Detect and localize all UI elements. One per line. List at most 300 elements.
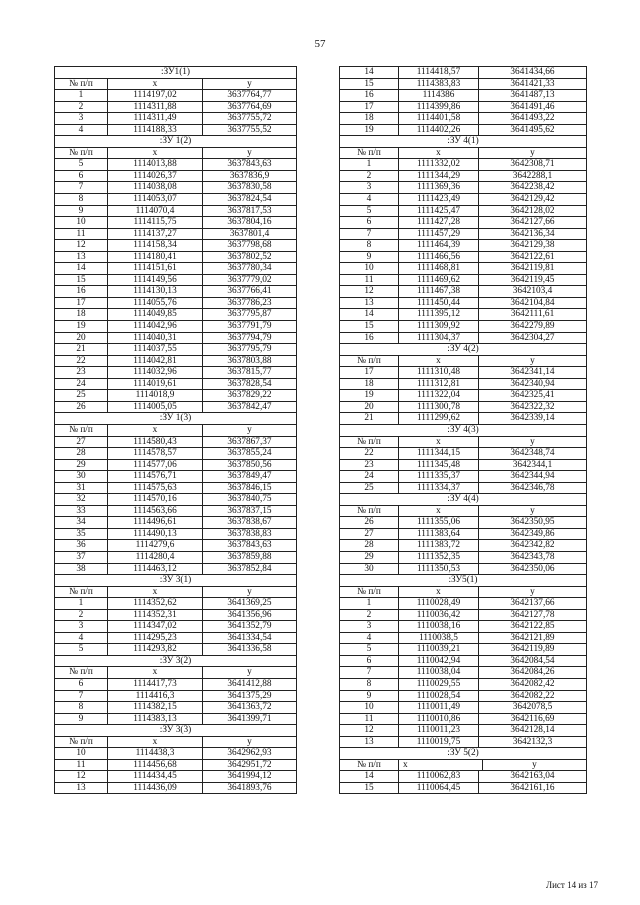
section-header — [55, 67, 296, 79]
table-row — [340, 217, 586, 229]
point-number-cell: 35 — [55, 529, 108, 540]
y-coordinate-cell: 3637815,77 — [227, 367, 272, 378]
y-coordinate-cell: 3642342,82 — [510, 540, 555, 551]
point-number-cell: 11 — [55, 760, 108, 771]
y-coordinate-cell: 3642340,94 — [510, 378, 555, 389]
section-label: :ЗУ 3(2) — [159, 655, 192, 666]
x-coordinate-cell: 1114434,45 — [108, 771, 203, 782]
x-coordinate-cell: x — [399, 587, 479, 598]
y-coordinate-cell: 3642122,85 — [510, 621, 555, 632]
x-coordinate-cell: x — [108, 425, 203, 436]
point-number-cell: 22 — [55, 356, 108, 367]
y-coordinate-cell: 3637838,67 — [227, 517, 272, 528]
y-coordinate-cell: 3637764,69 — [227, 101, 272, 112]
table-row — [340, 483, 586, 495]
column-header-row — [55, 425, 296, 437]
x-coordinate-cell: 1114347,02 — [108, 621, 203, 632]
x-coordinate-cell: 1114197,02 — [108, 90, 203, 101]
section-label: :ЗУ 4(1) — [447, 136, 479, 147]
table-row — [55, 506, 296, 518]
x-coordinate-cell: 1114383,83 — [399, 79, 479, 90]
table-row — [55, 702, 296, 714]
y-coordinate-cell: 3642082,42 — [510, 678, 555, 689]
y-coordinate-cell: 3642084,26 — [510, 667, 555, 678]
table-row — [340, 460, 586, 472]
x-coordinate-cell: 1114496,61 — [108, 517, 203, 528]
x-coordinate-cell: x — [108, 737, 203, 748]
x-coordinate-cell: 1114018,9 — [108, 390, 203, 401]
point-number-cell: 17 — [55, 298, 108, 309]
x-coordinate-cell: 1111427,28 — [399, 217, 479, 228]
y-coordinate-cell: 3642348,74 — [510, 448, 555, 459]
point-number-cell: 33 — [55, 506, 108, 517]
x-coordinate-cell: 1114463,12 — [108, 564, 203, 575]
table-row — [55, 171, 296, 183]
point-number-cell: 6 — [55, 679, 108, 690]
table-row — [55, 460, 296, 472]
x-coordinate-cell: x — [399, 148, 479, 159]
point-number-cell: 7 — [340, 667, 399, 678]
y-coordinate-cell: 3641363,72 — [227, 702, 272, 713]
y-coordinate-cell: 3642136,34 — [510, 228, 555, 239]
y-coordinate-cell: 3641434,66 — [510, 67, 555, 77]
section-header — [340, 344, 586, 356]
table-row — [340, 263, 586, 275]
x-coordinate-cell: 1111450,44 — [399, 298, 479, 309]
point-number-cell: 14 — [340, 771, 399, 782]
table-row — [340, 552, 586, 564]
x-coordinate-cell: 1114401,58 — [399, 113, 479, 124]
y-coordinate-cell: 3641356,96 — [227, 609, 272, 620]
y-coordinate-cell: y — [530, 586, 535, 597]
table-row — [340, 229, 586, 241]
x-coordinate-cell: 1110036,42 — [399, 610, 479, 621]
y-coordinate-cell: 3642343,78 — [510, 551, 555, 562]
point-number-cell: 13 — [55, 252, 108, 263]
table-row — [340, 691, 586, 703]
point-number-cell: № п/п — [55, 79, 108, 90]
table-row — [340, 275, 586, 287]
point-number-cell: 36 — [55, 540, 108, 551]
x-coordinate-cell: 1111425,47 — [399, 206, 479, 217]
y-coordinate-cell: y — [247, 78, 252, 89]
point-number-cell: 21 — [55, 344, 108, 355]
x-coordinate-cell: 1110038,16 — [399, 621, 479, 632]
table-row — [55, 217, 296, 229]
point-number-cell: 29 — [55, 460, 108, 471]
y-coordinate-cell: 3637837,15 — [227, 505, 272, 516]
section-header — [55, 575, 296, 587]
point-number-cell: 8 — [55, 194, 108, 205]
point-number-cell: № п/п — [340, 437, 399, 448]
x-coordinate-cell: 1114399,86 — [399, 102, 479, 113]
y-coordinate-cell: 3642962,93 — [227, 748, 272, 759]
table-row — [55, 356, 296, 368]
table-row — [55, 113, 296, 125]
table-row — [340, 633, 586, 645]
x-coordinate-cell: 1111334,37 — [399, 483, 479, 494]
y-coordinate-cell: 3637795,87 — [227, 309, 272, 320]
table-row — [55, 309, 296, 321]
y-coordinate-cell: 3642116,69 — [510, 713, 555, 724]
x-coordinate-cell: 1114137,27 — [108, 229, 203, 240]
table-row — [340, 667, 586, 679]
y-coordinate-cell: 3637846,15 — [227, 482, 272, 493]
table-row — [340, 333, 586, 345]
y-coordinate-cell: 3637850,56 — [227, 459, 272, 470]
x-coordinate-cell: 1114563,66 — [108, 506, 203, 517]
table-row — [55, 90, 296, 102]
table-row — [55, 240, 296, 252]
table-row — [55, 552, 296, 564]
y-coordinate-cell: 3641493,22 — [510, 113, 555, 124]
point-number-cell: 27 — [55, 437, 108, 448]
y-coordinate-cell: 3637843,63 — [227, 159, 272, 170]
table-row — [55, 229, 296, 241]
table-row — [340, 725, 586, 737]
x-coordinate-cell: x — [399, 356, 479, 367]
x-coordinate-cell: 1111423,49 — [399, 194, 479, 205]
point-number-cell: 16 — [340, 333, 399, 344]
x-coordinate-cell: 1114490,13 — [108, 529, 203, 540]
table-row — [340, 298, 586, 310]
y-coordinate-cell: 3642350,95 — [510, 517, 555, 528]
point-number-cell: 29 — [340, 552, 399, 563]
table-row — [340, 610, 586, 622]
table-row — [55, 367, 296, 379]
x-coordinate-cell: 1114386 — [399, 90, 479, 101]
x-coordinate-cell: 1111369,36 — [399, 182, 479, 193]
x-coordinate-cell: x — [399, 760, 483, 771]
y-coordinate-cell: 3637855,24 — [227, 448, 272, 459]
table-row — [340, 737, 586, 749]
y-coordinate-cell: 3642137,66 — [510, 598, 555, 609]
page-number: 57 — [314, 38, 326, 50]
point-number-cell: 6 — [55, 171, 108, 182]
point-number-cell: 15 — [55, 275, 108, 286]
point-number-cell: 13 — [55, 783, 108, 794]
table-row — [55, 379, 296, 391]
point-number-cell: 28 — [340, 540, 399, 551]
y-coordinate-cell: 3642121,89 — [510, 632, 555, 643]
point-number-cell: 10 — [55, 748, 108, 759]
x-coordinate-cell: 1111383,72 — [399, 540, 479, 551]
column-header-row — [340, 760, 586, 772]
x-coordinate-cell: 1114053,07 — [108, 194, 203, 205]
y-coordinate-cell: 3641412,88 — [227, 678, 272, 689]
x-coordinate-cell: 1114040,31 — [108, 333, 203, 344]
y-coordinate-cell: 3641336,58 — [227, 644, 272, 655]
y-coordinate-cell: 3642322,32 — [510, 401, 555, 412]
point-number-cell: 2 — [340, 610, 399, 621]
point-number-cell: № п/п — [55, 425, 108, 436]
section-label: :ЗУ5(1) — [448, 575, 478, 586]
x-coordinate-cell: 1111395,12 — [399, 309, 479, 320]
y-coordinate-cell: 3637804,16 — [227, 217, 272, 228]
table-row — [55, 390, 296, 402]
x-coordinate-cell: 1114042,81 — [108, 356, 203, 367]
x-coordinate-cell: 1114352,62 — [108, 598, 203, 609]
point-number-cell: 12 — [340, 725, 399, 736]
point-number-cell: № п/п — [340, 760, 399, 771]
table-row — [340, 194, 586, 206]
y-coordinate-cell: 3637795,79 — [227, 344, 272, 355]
y-coordinate-cell: 3637859,88 — [227, 551, 272, 562]
x-coordinate-cell: 1114019,61 — [108, 379, 203, 390]
y-coordinate-cell: 3641491,46 — [510, 101, 555, 112]
y-coordinate-cell: 3641421,33 — [510, 78, 555, 89]
x-coordinate-cell: 1114032,96 — [108, 367, 203, 378]
x-coordinate-cell: 1111304,37 — [399, 333, 479, 344]
x-coordinate-cell: 1114280,4 — [108, 552, 203, 563]
point-number-cell: 13 — [340, 737, 399, 748]
x-coordinate-cell: 1114149,56 — [108, 275, 203, 286]
column-header-row — [55, 148, 296, 160]
table-row — [55, 644, 296, 656]
point-number-cell: 24 — [340, 471, 399, 482]
x-coordinate-cell: 1110029,55 — [399, 679, 479, 690]
y-coordinate-cell: 3642344,1 — [512, 459, 553, 470]
table-row — [340, 240, 586, 252]
x-coordinate-cell: 1111383,64 — [399, 529, 479, 540]
point-number-cell: 2 — [340, 171, 399, 182]
y-coordinate-cell: y — [530, 355, 535, 366]
x-coordinate-cell: 1111355,06 — [399, 517, 479, 528]
y-coordinate-cell: 3637836,9 — [229, 170, 270, 181]
table-row — [55, 344, 296, 356]
point-number-cell: 7 — [340, 229, 399, 240]
x-coordinate-cell: 1114005,05 — [108, 402, 203, 413]
point-number-cell: 9 — [340, 252, 399, 263]
table-row — [340, 113, 586, 125]
y-coordinate-cell: 3637794,79 — [227, 332, 272, 343]
table-row — [340, 679, 586, 691]
point-number-cell: 7 — [55, 691, 108, 702]
x-coordinate-cell: 1114049,85 — [108, 309, 203, 320]
table-row — [55, 286, 296, 298]
point-number-cell: № п/п — [340, 148, 399, 159]
x-coordinate-cell: 1114295,23 — [108, 633, 203, 644]
table-row — [55, 598, 296, 610]
x-coordinate-cell: 1114158,34 — [108, 240, 203, 251]
table-row — [55, 494, 296, 506]
table-row — [55, 252, 296, 264]
point-number-cell: 5 — [340, 644, 399, 655]
point-number-cell: 24 — [55, 379, 108, 390]
table-row — [340, 402, 586, 414]
y-coordinate-cell: 3637801,4 — [229, 228, 270, 239]
x-coordinate-cell: 1110019,75 — [399, 737, 479, 748]
y-coordinate-cell: 3637830,58 — [227, 182, 272, 193]
x-coordinate-cell: 1110028,49 — [399, 598, 479, 609]
point-number-cell: 18 — [340, 379, 399, 390]
point-number-cell: 16 — [55, 286, 108, 297]
point-number-cell: 5 — [55, 644, 108, 655]
x-coordinate-cell: 1114151,61 — [108, 263, 203, 274]
table-row — [55, 529, 296, 541]
table-row — [55, 714, 296, 726]
table-row — [340, 517, 586, 529]
x-coordinate-cell: 1114578,57 — [108, 448, 203, 459]
point-number-cell: 11 — [340, 275, 399, 286]
table-row — [340, 529, 586, 541]
x-coordinate-cell: 1110064,45 — [399, 783, 479, 794]
x-coordinate-cell: x — [399, 437, 479, 448]
point-number-cell: 18 — [55, 309, 108, 320]
table-row — [340, 540, 586, 552]
table-row — [55, 333, 296, 345]
point-number-cell: 28 — [55, 448, 108, 459]
point-number-cell: 20 — [340, 402, 399, 413]
y-coordinate-cell: 3641399,71 — [227, 713, 272, 724]
table-row — [55, 679, 296, 691]
x-coordinate-cell: 1110010,86 — [399, 714, 479, 725]
point-number-cell: 19 — [340, 390, 399, 401]
table-row — [340, 309, 586, 321]
point-number-cell: 2 — [55, 610, 108, 621]
point-number-cell: 3 — [55, 113, 108, 124]
point-number-cell: 14 — [340, 309, 399, 320]
table-row — [340, 379, 586, 391]
y-coordinate-cell: 3641375,29 — [227, 690, 272, 701]
x-coordinate-cell: 1114115,75 — [108, 217, 203, 228]
point-number-cell: 23 — [55, 367, 108, 378]
x-coordinate-cell: 1114417,73 — [108, 679, 203, 690]
x-coordinate-cell: 1114070,4 — [108, 206, 203, 217]
x-coordinate-cell: 1114382,15 — [108, 702, 203, 713]
table-row — [55, 621, 296, 633]
x-coordinate-cell: 1111469,62 — [399, 275, 479, 286]
x-coordinate-cell: 1114436,09 — [108, 783, 203, 794]
coordinates-table-right — [339, 66, 587, 794]
table-row — [340, 125, 586, 137]
y-coordinate-cell: y — [247, 667, 252, 678]
section-header — [340, 575, 586, 587]
x-coordinate-cell: 1110038,04 — [399, 667, 479, 678]
section-label: :ЗУ 4(4) — [447, 494, 479, 505]
table-row — [55, 517, 296, 529]
point-number-cell: 14 — [340, 67, 399, 78]
x-coordinate-cell: 1111457,29 — [399, 229, 479, 240]
y-coordinate-cell: 3637829,22 — [227, 390, 272, 401]
x-coordinate-cell: x — [108, 667, 203, 678]
x-coordinate-cell: x — [108, 148, 203, 159]
column-header-row — [340, 437, 586, 449]
point-number-cell: 8 — [340, 240, 399, 251]
point-number-cell: 3 — [340, 621, 399, 632]
x-coordinate-cell: 1114352,31 — [108, 610, 203, 621]
y-coordinate-cell: 3637755,72 — [227, 113, 272, 124]
y-coordinate-cell: y — [247, 586, 252, 597]
column-header-row — [55, 737, 296, 749]
y-coordinate-cell: 3642308,71 — [510, 159, 555, 170]
x-coordinate-cell: 1114570,16 — [108, 494, 203, 505]
point-number-cell: 21 — [340, 413, 399, 424]
table-row — [340, 90, 586, 102]
point-number-cell: 4 — [340, 194, 399, 205]
table-row — [55, 102, 296, 114]
y-coordinate-cell: 3637755,52 — [227, 124, 272, 135]
y-coordinate-cell: 3637843,63 — [227, 540, 272, 551]
x-coordinate-cell: 1111309,92 — [399, 321, 479, 332]
table-row — [340, 702, 586, 714]
x-coordinate-cell: 1110038,5 — [399, 633, 479, 644]
table-row — [55, 437, 296, 449]
table-row — [55, 275, 296, 287]
point-number-cell: 9 — [340, 691, 399, 702]
table-row — [55, 448, 296, 460]
y-coordinate-cell: 3642082,22 — [510, 690, 555, 701]
point-number-cell: 20 — [55, 333, 108, 344]
y-coordinate-cell: 3637842,47 — [227, 401, 272, 412]
point-number-cell: 34 — [55, 517, 108, 528]
table-row — [340, 598, 586, 610]
section-header — [340, 136, 586, 148]
column-header-row — [55, 587, 296, 599]
point-number-cell: 9 — [55, 206, 108, 217]
x-coordinate-cell: 1111322,04 — [399, 390, 479, 401]
x-coordinate-cell: 1114311,49 — [108, 113, 203, 124]
point-number-cell: 26 — [55, 402, 108, 413]
x-coordinate-cell: 1114577,06 — [108, 460, 203, 471]
x-coordinate-cell: x — [108, 79, 203, 90]
x-coordinate-cell: x — [108, 587, 203, 598]
y-coordinate-cell: 3642111,61 — [510, 309, 555, 320]
section-label: :ЗУ 3(3) — [159, 725, 192, 736]
point-number-cell: 17 — [340, 367, 399, 378]
y-coordinate-cell: 3641893,76 — [227, 782, 272, 793]
x-coordinate-cell: 1114038,08 — [108, 182, 203, 193]
section-header — [55, 725, 296, 737]
section-label: :ЗУ 1(2) — [159, 136, 192, 147]
y-coordinate-cell: 3642119,45 — [510, 274, 555, 285]
column-header-row — [340, 506, 586, 518]
point-number-cell: № п/п — [340, 356, 399, 367]
y-coordinate-cell: 3642129,38 — [510, 240, 555, 251]
section-label: :ЗУ 4(2) — [447, 344, 479, 355]
point-number-cell: 12 — [340, 286, 399, 297]
y-coordinate-cell: 3642127,66 — [510, 217, 555, 228]
section-header — [340, 494, 586, 506]
point-number-cell: 19 — [55, 321, 108, 332]
column-header-row — [340, 356, 586, 368]
table-row — [55, 194, 296, 206]
y-coordinate-cell: 3642078,5 — [512, 702, 553, 713]
y-coordinate-cell: 3637817,53 — [227, 205, 272, 216]
section-label: :ЗУ 1(3) — [159, 413, 192, 424]
table-row — [340, 621, 586, 633]
point-number-cell: 4 — [340, 633, 399, 644]
point-number-cell: № п/п — [55, 667, 108, 678]
y-coordinate-cell: 3642129,42 — [510, 194, 555, 205]
y-coordinate-cell: 3637867,37 — [227, 436, 272, 447]
y-coordinate-cell: 3637798,68 — [227, 240, 272, 251]
x-coordinate-cell: 1111344,15 — [399, 448, 479, 459]
column-header-row — [55, 667, 296, 679]
y-coordinate-cell: 3642344,94 — [510, 471, 555, 482]
x-coordinate-cell: 1111344,29 — [399, 171, 479, 182]
y-coordinate-cell: 3637824,54 — [227, 194, 272, 205]
x-coordinate-cell: 1114438,3 — [108, 748, 203, 759]
point-number-cell: 22 — [340, 448, 399, 459]
section-header — [340, 748, 586, 760]
y-coordinate-cell: 3637840,75 — [227, 494, 272, 505]
x-coordinate-cell: 1111350,53 — [399, 564, 479, 575]
point-number-cell: 25 — [55, 390, 108, 401]
table-row — [55, 610, 296, 622]
point-number-cell: 16 — [340, 90, 399, 101]
x-coordinate-cell: 1114418,57 — [399, 67, 479, 78]
